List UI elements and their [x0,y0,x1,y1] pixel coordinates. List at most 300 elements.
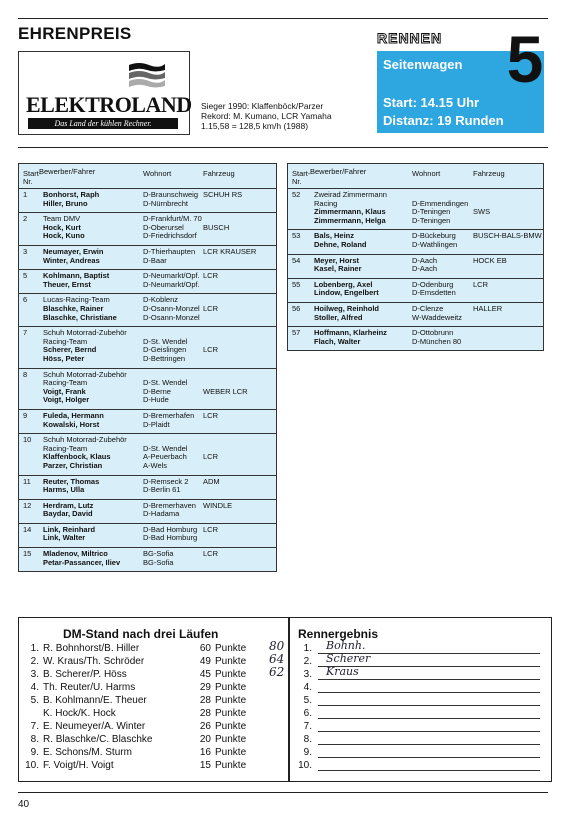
hometown-cell [143,526,197,543]
rider-name: Flach, Walter [314,336,361,346]
entrant-cell [43,502,93,519]
rider-name: Meyer, Horst [314,255,360,265]
dm-standing-row [19,665,289,681]
start-number: 11 [23,476,31,486]
team-name: Racing-Team [43,378,88,388]
hometown-cell [143,436,187,470]
entrant-cell [314,257,362,274]
race-label: RENNEN [377,30,443,46]
entry-row [19,246,276,270]
handwritten-points: 64 [269,652,285,666]
vehicle-cell: SCHUH RS [203,190,243,199]
hometown-cell [412,191,468,225]
hometown: D-Nürnbrecht [143,198,189,208]
entry-row [19,270,276,294]
sponsor-slogan: Das Land der kühlen Rechner. [28,118,178,129]
result-row [290,694,552,707]
hometown: D-Osann-Monzel [143,303,200,313]
rider-name: Mladenov, Miltrico [43,549,108,559]
page-number: 40 [18,799,30,810]
vehicle-cell: LCR [203,524,219,534]
dm-team: E. Neumeyer/A. Winter [43,721,146,732]
col-vehicle: Fahrzeug [203,169,235,178]
team-name: Racing-Team [43,336,88,346]
hometown: D-Clenze [412,303,444,313]
rider-name: Herdram, Lutz [43,500,94,510]
rider-name: Fuleda, Hermann [43,410,104,420]
hometown-cell [143,412,194,429]
rider-name: Link, Walter [43,533,86,543]
start-number: 57 [292,328,301,338]
result-position: 10. [298,760,312,771]
hometown-cell [143,478,188,495]
handwritten-result: Kraus [326,665,359,678]
col-hometown: Wohnort [412,169,441,178]
dm-points: 26 [199,721,211,732]
record-info [201,101,332,131]
sponsor-logo [18,51,190,135]
dm-points: 28 [199,708,211,719]
hometown: D-Wathlingen [412,239,458,249]
rider-name: Kasel, Rainer [314,264,362,274]
result-write-line [318,705,540,706]
vehicle-cell: LCR KRAUSER [203,246,257,256]
vehicle-cell: LCR [203,271,219,281]
rider-name: Lobenberg, Axel [314,279,373,289]
result-position: 9. [303,747,312,758]
vehicle-cell: LCR [203,549,219,559]
entrant-cell [43,248,103,265]
entrant-cell [43,436,127,470]
dm-position: 2. [30,656,39,667]
race-result-box [289,617,552,782]
dm-standing-row [19,681,289,694]
entrant-cell [43,550,120,567]
entry-row [19,327,276,368]
start-number: 10 [23,435,32,445]
vehicle-cell: WEBER LCR [203,386,248,396]
start-number: 8 [23,369,28,379]
hometown: D-Bremerhafen [143,410,195,420]
col-start-nr [292,170,310,186]
hometown: D-Emsdetten [412,288,456,298]
entrant-cell [43,296,117,322]
entrant-cell [314,232,367,249]
start-number: 2 [23,214,28,224]
entry-row [19,434,276,475]
entry-row [19,410,276,434]
start-number: 14 [23,524,32,534]
hometown: D-München 80 [412,336,462,346]
team-name: Zweirad Zimmermann [314,190,387,199]
hometown: D-Aach [412,255,438,265]
rider-name: Blaschke, Rainer [43,303,104,313]
hometown: D-Bettringen [143,353,186,363]
rider-name: Dehne, Roland [314,239,367,249]
col-start-nr-line2: Nr. [23,177,33,186]
dm-points-unit: Punkte [215,656,247,667]
top-rule [18,18,548,19]
hometown-cell [143,296,200,322]
result-position: 3. [303,669,312,680]
dm-team: K. Hock/K. Hock [43,708,116,719]
hometown: D-Plaidt [143,419,170,429]
entrant-cell [43,215,85,241]
hometown: D-Frankfurt/M. 70 [143,214,202,224]
start-number: 15 [23,549,32,559]
start-number: 52 [292,190,301,199]
entrant-cell [43,478,99,495]
col-vehicle: Fahrzeug [473,169,505,178]
vehicle-cell: SWS [473,207,491,217]
handwritten-points: 80 [269,639,285,653]
race-start: Start: 14.15 Uhr [383,95,480,110]
dm-position: 10. [25,760,39,771]
vehicle-cell: LCR [203,345,219,355]
start-number: 6 [23,295,28,305]
vehicle-cell: LCR [203,452,219,462]
hometown-cell [412,257,437,274]
hometown: D-Berlin 61 [143,485,181,495]
dm-points-unit: Punkte [215,747,247,758]
hometown: A-Wels [143,460,168,470]
entrant-cell [43,412,104,429]
hometown: D-Bad Homburg [143,533,198,543]
rider-name: Hoffmann, Klarheinz [314,328,387,338]
rider-name: Link, Reinhard [43,524,96,534]
hometown-cell [412,281,456,298]
hometown: D-St. Wendel [143,378,188,388]
hometown: D-Baar [143,255,167,265]
dm-standings-title: DM-Stand nach drei Läufen [63,627,219,641]
team-name: Lucas-Racing-Team [43,295,110,305]
entrant-cell [43,191,99,208]
race-distance: Distanz: 19 Runden [383,113,504,128]
result-position: 1. [303,643,312,654]
dm-points: 29 [199,682,211,693]
dm-points: 28 [199,695,211,706]
hometown: D-Geislingen [143,345,187,355]
start-number: 1 [23,190,28,199]
entry-row [19,294,276,327]
col-entrant: Bewerber/Fahrer [39,167,96,176]
hometown: D-Teningen [412,215,451,225]
rider-name: Hiller, Bruno [43,198,88,208]
hometown: BG-Sofia [143,557,174,567]
entry-row [19,476,276,500]
result-row [290,707,552,720]
dm-team: B. Kohlmann/E. Theuer [43,695,147,706]
hometown: D-Berne [143,386,171,396]
hometown: D-Ottobrunn [412,328,454,338]
start-number: 7 [23,328,28,338]
handwritten-points: 62 [269,665,285,679]
entrant-cell [314,281,379,298]
rider-name: Petar-Passancer, Iliev [43,557,121,567]
hometown: D-Emmendingen [412,198,469,208]
vehicle-cell: HOCK EB [473,255,507,265]
col-start-nr-line1: Start- [23,169,42,178]
start-number: 9 [23,410,28,420]
rider-name: Lindow, Engelbert [314,288,379,298]
result-row [290,681,552,694]
footer-rule [18,792,548,793]
hometown: D-Remseck 2 [143,476,189,486]
entry-row [288,189,543,230]
col-entrant: Bewerber/Fahrer [310,167,367,176]
dm-points-unit: Punkte [215,760,247,771]
hometown-cell [143,191,198,208]
result-position: 7. [303,721,312,732]
dm-standing-row [19,694,289,707]
result-write-line [318,679,540,680]
dm-position: 3. [30,669,39,680]
dm-points-unit: Punkte [215,695,247,706]
hometown: D-St. Wendel [143,336,188,346]
hometown: D-St. Wendel [143,443,188,453]
dm-standings-box [18,617,289,782]
dm-position: 8. [30,734,39,745]
hometown: D-Hadama [143,509,180,519]
sponsor-name: ELEKTROLAND [26,92,192,117]
result-write-line [318,744,540,745]
hometown-cell [143,248,195,265]
dm-points-unit: Punkte [215,643,247,654]
hometown-cell [143,272,200,289]
dm-points-unit: Punkte [215,734,247,745]
hometown: D-Bad Homburg [143,524,198,534]
rider-name: Winter, Andreas [43,255,100,265]
rider-name: Harms, Ulla [43,485,85,495]
hometown: W-Waddeweitz [412,312,463,322]
result-position: 5. [303,695,312,706]
entrant-cell [43,526,95,543]
dm-standing-row [19,720,289,733]
dm-team: B. Scherer/P. Höss [43,669,127,680]
col-hometown: Wohnort [143,169,172,178]
hometown: D-Teningen [412,207,451,217]
dm-team: Th. Reuter/U. Harms [43,682,136,693]
rider-name: Bals, Heinz [314,231,355,241]
dm-points-unit: Punkte [215,682,247,693]
record-line: Rekord: M. Kumano, LCR Yamaha [201,111,332,121]
rider-name: Klaffenbock, Klaus [43,452,111,462]
hometown: D-Odenburg [412,279,454,289]
hometown: D-Aach [412,264,438,274]
start-number: 5 [23,271,28,281]
start-number: 54 [292,255,301,265]
vehicle-cell: BUSCH-BALS-BMW [473,231,542,241]
dm-standing-row [19,707,289,720]
record-time-line: 1.15,58 = 128,5 km/h (1988) [201,121,309,131]
dm-points-unit: Punkte [215,708,247,719]
hometown: D-Friedrichsdorf [143,231,197,241]
hometown-cell [412,329,461,346]
vehicle-cell: BUSCH [203,222,230,232]
entry-row [19,524,276,548]
dm-position: 7. [30,721,39,732]
dm-points: 20 [199,734,211,745]
race-class: Seitenwagen [383,57,463,72]
dm-points: 60 [199,643,211,654]
entry-list-right [287,163,544,351]
rider-name: Bonhorst, Raph [43,190,100,199]
result-position: 4. [303,682,312,693]
handwritten-result: Bohnh. [326,639,366,652]
start-number: 53 [292,231,301,241]
entry-row [19,548,276,571]
team-name: Schuh Motorrad-Zubehör [43,369,127,379]
rider-name: Voigt, Holger [43,395,90,405]
result-row [290,720,552,733]
table-header [288,164,543,189]
entry-list-left [18,163,277,572]
entrant-cell [314,191,387,225]
hometown: D-Thierhaupten [143,246,196,256]
rider-name: Baydar, David [43,509,93,519]
result-write-line [318,770,540,771]
result-row [290,746,552,759]
rider-name: Zimmermann, Helga [314,215,386,225]
dm-standing-row [19,759,289,772]
result-position: 8. [303,734,312,745]
col-start-nr-line2: Nr. [292,177,302,186]
dm-points: 16 [199,747,211,758]
rider-name: Neumayer, Erwin [43,246,104,256]
vehicle-cell: HALLER [473,303,503,313]
team-name: Team DMV [43,214,81,224]
hometown: BG-Sofia [143,549,174,559]
dm-team: F. Voigt/H. Voigt [43,760,114,771]
header-rule [18,147,548,148]
vehicle-cell: LCR [203,410,219,420]
hometown-cell [412,232,457,249]
dm-points: 45 [199,669,211,680]
vehicle-cell: LCR [203,303,219,313]
result-row [290,733,552,746]
entrant-cell [43,329,127,363]
hometown: D-Oberursel [143,222,184,232]
hometown: D-Koblenz [143,295,179,305]
dm-standing-row [19,652,289,668]
team-name: Racing [314,198,338,208]
hometown: D-Hude [143,395,169,405]
race-result-title: Rennergebnis [298,627,379,641]
rider-name: Kowalski, Horst [43,419,100,429]
team-name: Schuh Motorrad-Zubehör [43,328,127,338]
table-header [19,164,276,189]
rider-name: Reuter, Thomas [43,476,100,486]
entrant-cell [43,371,127,405]
entrant-cell [314,329,387,346]
rider-name: Blaschke, Christiane [43,312,117,322]
dm-team: R. Blaschke/C. Blaschke [43,734,153,745]
dm-team: E. Schons/M. Sturm [43,747,132,758]
hometown-cell [143,215,202,241]
dm-standing-row [19,639,289,655]
rider-name: Kohlmann, Baptist [43,271,110,281]
dm-points-unit: Punkte [215,721,247,732]
dm-position: 1. [30,643,39,654]
dm-position: 4. [30,682,39,693]
dm-position: 5. [30,695,39,706]
vehicle-cell: LCR [473,279,489,289]
hometown-cell [143,371,187,405]
race-number: 5 [506,22,544,96]
handwritten-result: Scherer [326,652,371,665]
rider-name: Stoller, Alfred [314,312,363,322]
hometown: A-Peuerbach [143,452,187,462]
result-row [290,665,552,681]
entry-row [19,189,276,213]
dm-position: 9. [30,747,39,758]
result-write-line [318,692,540,693]
result-write-line [318,731,540,732]
hometown: D-Braunschweig [143,190,199,199]
dm-standing-row [19,733,289,746]
team-name: Racing-Team [43,443,88,453]
entry-row [288,327,543,350]
hometown: D-Neumarkt/Opf. [143,279,200,289]
rider-name: Höss, Peter [43,353,85,363]
entry-row [19,213,276,246]
winner-line: Sieger 1990: Klaffenböck/Parzer [201,101,324,111]
start-number: 3 [23,246,28,256]
hometown: D-Osann-Monzel [143,312,200,322]
rider-name: Zimmermann, Klaus [314,207,386,217]
result-row [290,759,552,772]
result-write-line [318,718,540,719]
result-position: 6. [303,708,312,719]
result-position: 2. [303,656,312,667]
hometown: D-Bückeburg [412,231,456,241]
hometown: D-Neumarkt/Opf. [143,271,200,281]
entry-row [288,279,543,303]
hometown-cell [143,550,173,567]
entrant-cell [314,305,379,322]
hometown-cell [412,305,462,322]
team-name: Schuh Motorrad-Zubehör [43,435,127,445]
vehicle-cell: ADM [203,476,220,486]
entry-row [288,303,543,327]
entry-row [288,230,543,254]
entry-row [288,255,543,279]
page-title: EHRENPREIS [18,24,132,43]
flag-icon [127,61,167,89]
hometown-cell [143,329,187,363]
entry-row [19,500,276,524]
rider-name: Hoilweg, Reinhold [314,303,379,313]
dm-points: 15 [199,760,211,771]
rider-name: Theuer, Ernst [43,279,91,289]
start-number: 12 [23,500,32,510]
hometown-cell [143,502,196,519]
entrant-cell [43,272,109,289]
result-write-line [318,757,540,758]
start-number: 55 [292,279,301,289]
rider-name: Hock, Kuno [43,231,85,241]
dm-points-unit: Punkte [215,669,247,680]
dm-points: 49 [199,656,211,667]
start-number: 56 [292,303,301,313]
rider-name: Parzer, Christian [43,460,103,470]
col-start-nr-line1: Start- [292,169,311,178]
rider-name: Scherer, Bernd [43,345,97,355]
rider-name: Voigt, Frank [43,386,86,396]
dm-standing-row [19,746,289,759]
hometown: D-Bremerhaven [143,500,196,510]
vehicle-cell: WINDLE [203,500,233,510]
